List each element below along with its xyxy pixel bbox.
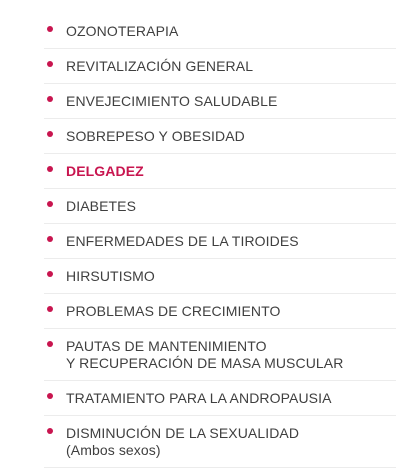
menu-item-label-line1: PAUTAS DE MANTENIMIENTO bbox=[66, 338, 267, 354]
treatment-menu bbox=[44, 14, 396, 468]
menu-item-ozonoterapia[interactable] bbox=[44, 14, 396, 49]
menu-item-label: REVITALIZACIÓN GENERAL bbox=[66, 58, 254, 74]
bullet-icon bbox=[47, 96, 53, 102]
bullet-icon bbox=[47, 306, 53, 312]
menu-item-label: ENVEJECIMIENTO SALUDABLE bbox=[66, 93, 278, 109]
bullet-icon bbox=[47, 341, 53, 347]
menu-item-hirsutismo[interactable] bbox=[44, 259, 396, 294]
menu-item-tiroides[interactable] bbox=[44, 224, 396, 259]
bullet-icon bbox=[47, 61, 53, 67]
menu-item-label-line2: Y RECUPERACIÓN DE MASA MUSCULAR bbox=[66, 355, 344, 371]
menu-item-label bbox=[66, 338, 343, 372]
bullet-icon bbox=[47, 26, 53, 32]
bullet-icon bbox=[47, 131, 53, 137]
menu-item-label: OZONOTERAPIA bbox=[66, 23, 179, 39]
menu-item-label-active: DELGADEZ bbox=[66, 163, 144, 179]
menu-item-envejecimiento[interactable] bbox=[44, 84, 396, 119]
bullet-icon bbox=[47, 428, 53, 434]
menu-item-crecimiento[interactable] bbox=[44, 294, 396, 329]
bullet-icon bbox=[47, 166, 53, 172]
bullet-icon bbox=[47, 393, 53, 399]
bullet-icon bbox=[47, 236, 53, 242]
bullet-icon bbox=[47, 271, 53, 277]
menu-item-label: TRATAMIENTO PARA LA ANDROPAUSIA bbox=[66, 390, 332, 406]
menu-item-delgadez[interactable] bbox=[44, 154, 396, 189]
menu-item-sobrepeso[interactable] bbox=[44, 119, 396, 154]
menu-item-label: ENFERMEDADES DE LA TIROIDES bbox=[66, 233, 299, 249]
menu-item-andropausia[interactable] bbox=[44, 381, 396, 416]
menu-item-diabetes[interactable] bbox=[44, 189, 396, 224]
menu-item-label: PROBLEMAS DE CRECIMIENTO bbox=[66, 303, 281, 319]
bullet-icon bbox=[47, 201, 53, 207]
menu-item-label: HIRSUTISMO bbox=[66, 268, 155, 284]
menu-item-label: DIABETES bbox=[66, 198, 137, 214]
menu-item-label-line1: DISMINUCIÓN DE LA SEXUALIDAD bbox=[66, 425, 300, 441]
menu-item-label: SOBREPESO Y OBESIDAD bbox=[66, 128, 245, 144]
menu-item-label bbox=[66, 425, 299, 459]
menu-item-revitalizacion[interactable] bbox=[44, 49, 396, 84]
menu-item-sexualidad[interactable] bbox=[44, 416, 396, 468]
menu-item-masa-muscular[interactable] bbox=[44, 329, 396, 381]
menu-item-label-line2: (Ambos sexos) bbox=[66, 442, 161, 458]
